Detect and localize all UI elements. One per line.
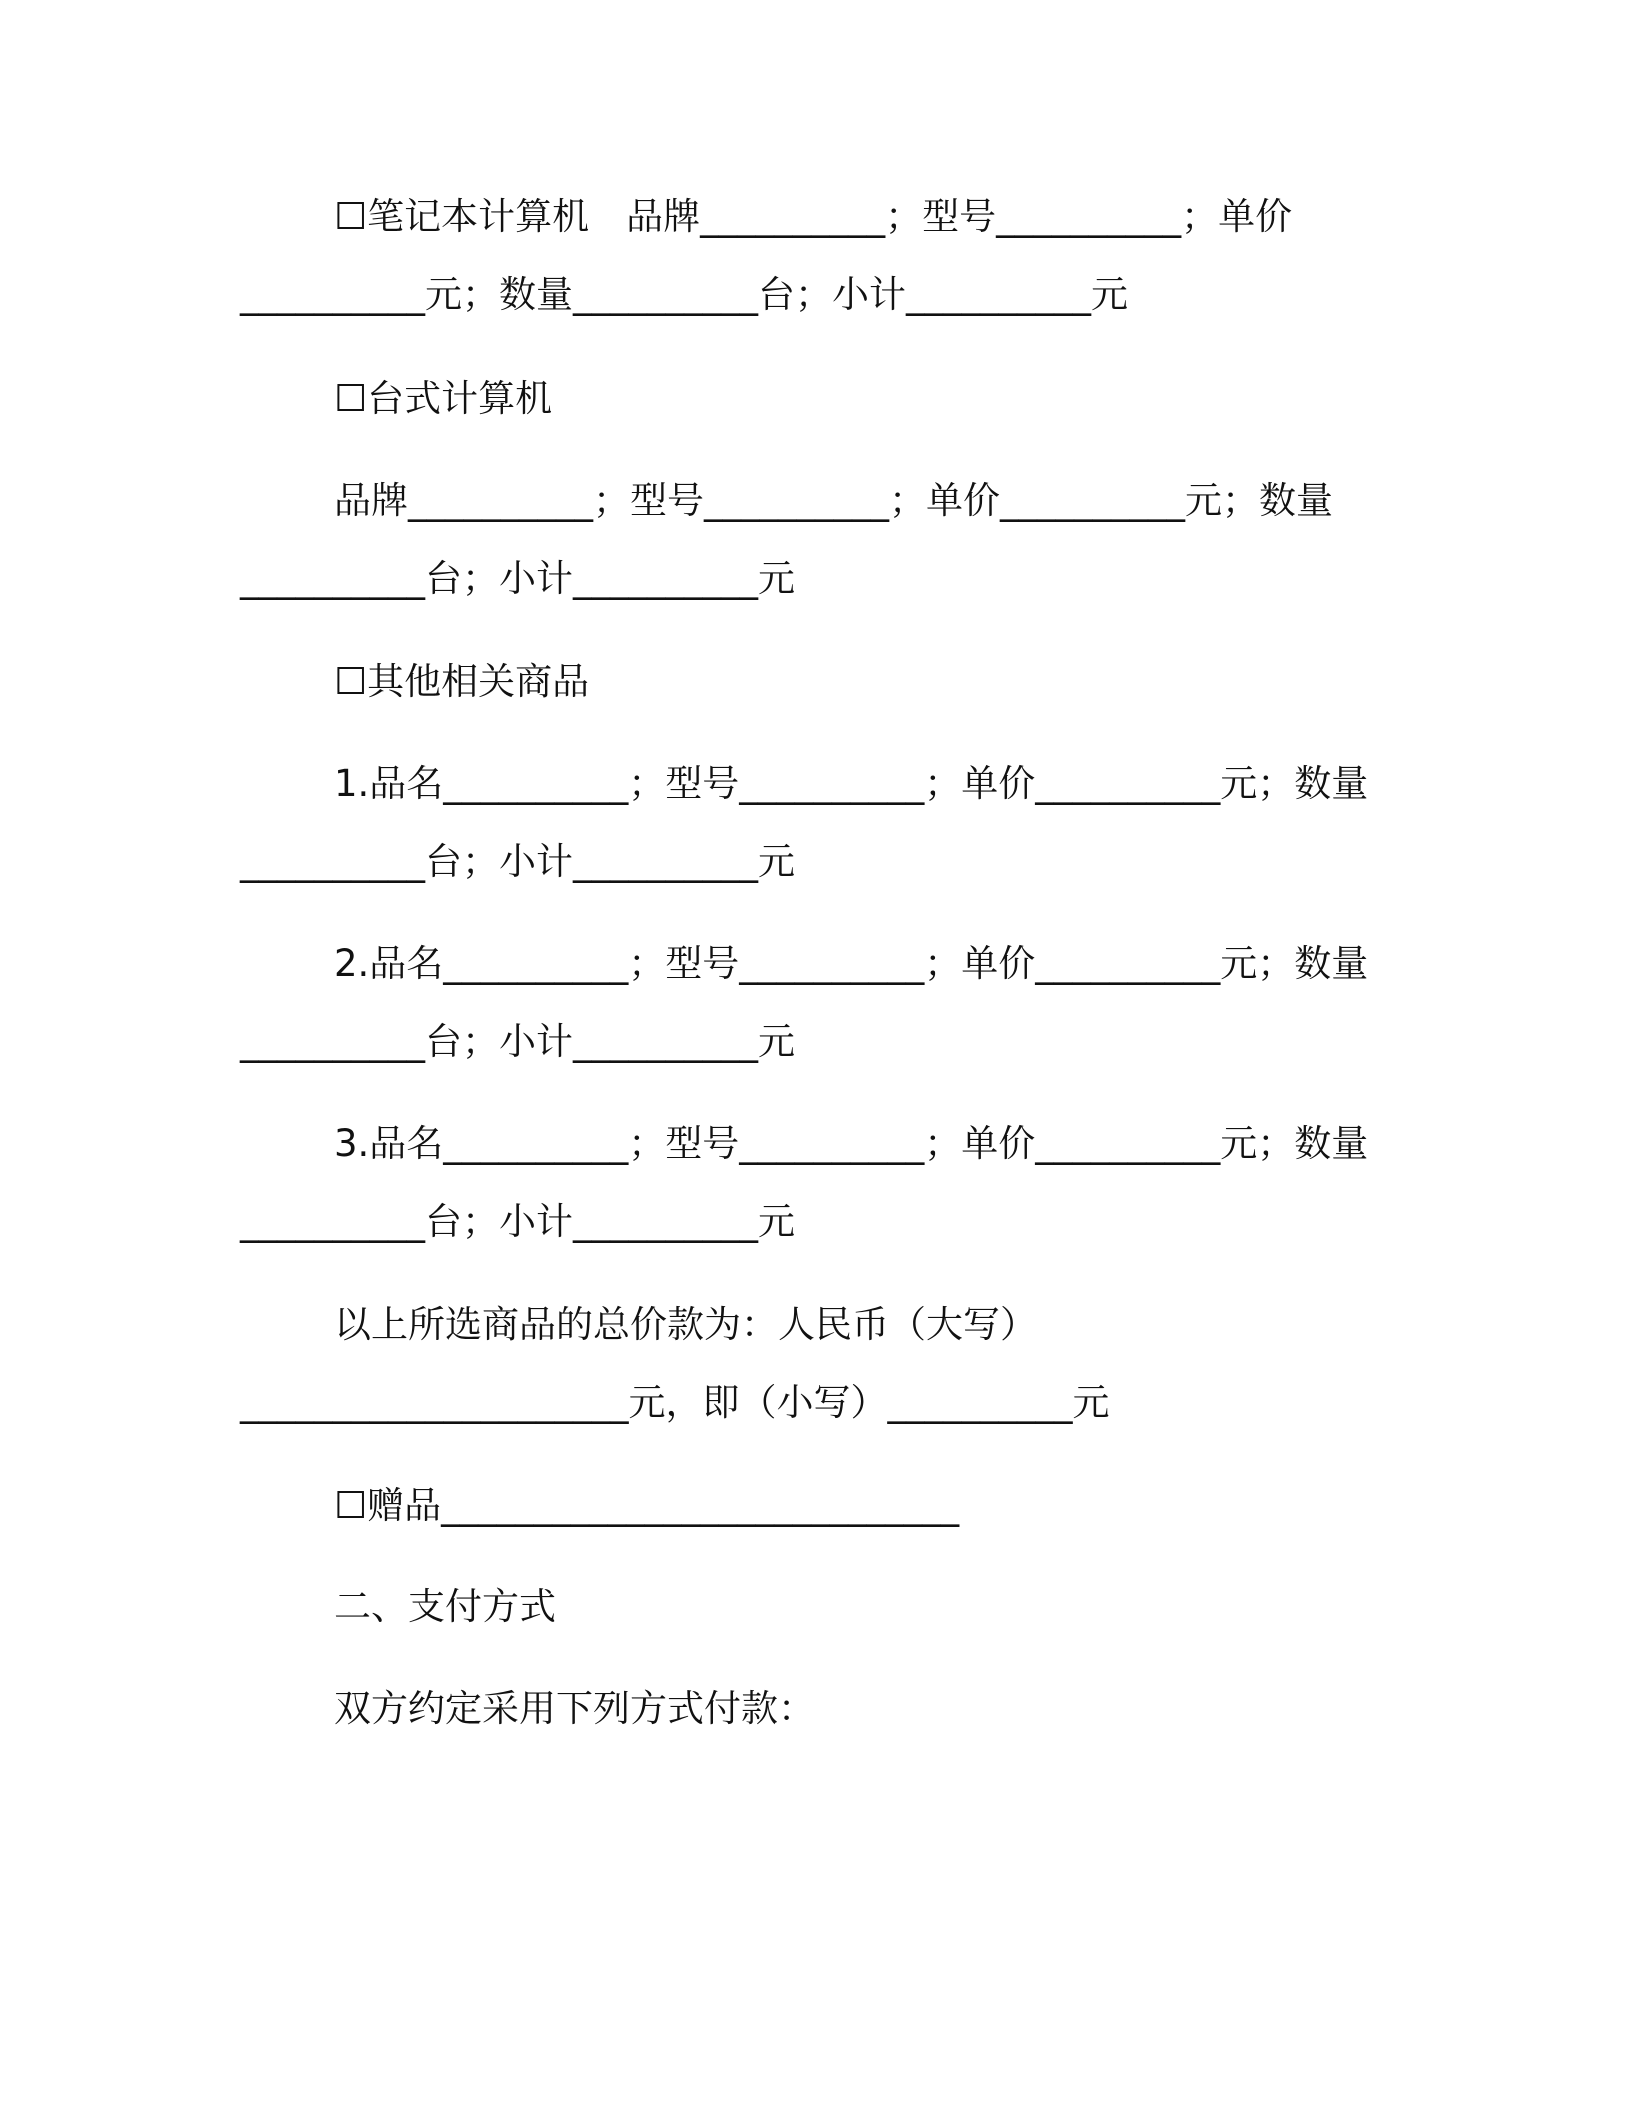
paragraph-line: ☐笔记本计算机 品牌__________；型号__________；单价 <box>334 195 1293 238</box>
paragraph-line: 以上所选商品的总价款为：人民币（大写） <box>334 1303 1037 1346</box>
paragraph-line: __________台；小计__________元 <box>240 840 795 883</box>
paragraph-notebook-computer <box>240 178 1400 334</box>
paragraph-line: 双方约定采用下列方式付款： <box>334 1687 815 1730</box>
paragraph-desktop-fields <box>240 462 1400 618</box>
paragraph-item-2 <box>240 925 1400 1081</box>
paragraph-item-3 <box>240 1105 1400 1261</box>
paragraph-line: __________台；小计__________元 <box>240 1020 795 1063</box>
paragraph-line: ☐台式计算机 <box>334 377 553 420</box>
paragraph-line: __________台；小计__________元 <box>240 557 795 600</box>
section-heading-payment <box>240 1568 1400 1646</box>
paragraph-line: __________元；数量__________台；小计__________元 <box>240 273 1128 316</box>
paragraph-line: ☐其他相关商品 <box>334 660 590 703</box>
paragraph-line: 1.品名__________；型号__________；单价__________元；数量 <box>334 762 1369 805</box>
paragraph-line: _____________________元，即（小写）__________元 <box>240 1381 1110 1424</box>
paragraph-line: 品牌__________；型号__________；单价__________元；数量 <box>334 479 1333 522</box>
paragraph-line: __________台；小计__________元 <box>240 1200 795 1243</box>
paragraph-gift <box>240 1467 1400 1545</box>
paragraph-line: 2.品名__________；型号__________；单价__________元；数量 <box>334 942 1369 985</box>
paragraph-other-title <box>240 643 1400 721</box>
paragraph-total-price <box>240 1286 1400 1442</box>
section-heading: 二、支付方式 <box>334 1585 556 1628</box>
paragraph-line: ☐赠品____________________________ <box>334 1484 960 1527</box>
paragraph-payment-intro <box>240 1670 1400 1748</box>
paragraph-line: 3.品名__________；型号__________；单价__________元；数量 <box>334 1122 1369 1165</box>
paragraph-item-1 <box>240 745 1400 901</box>
paragraph-desktop-title <box>240 360 1400 438</box>
